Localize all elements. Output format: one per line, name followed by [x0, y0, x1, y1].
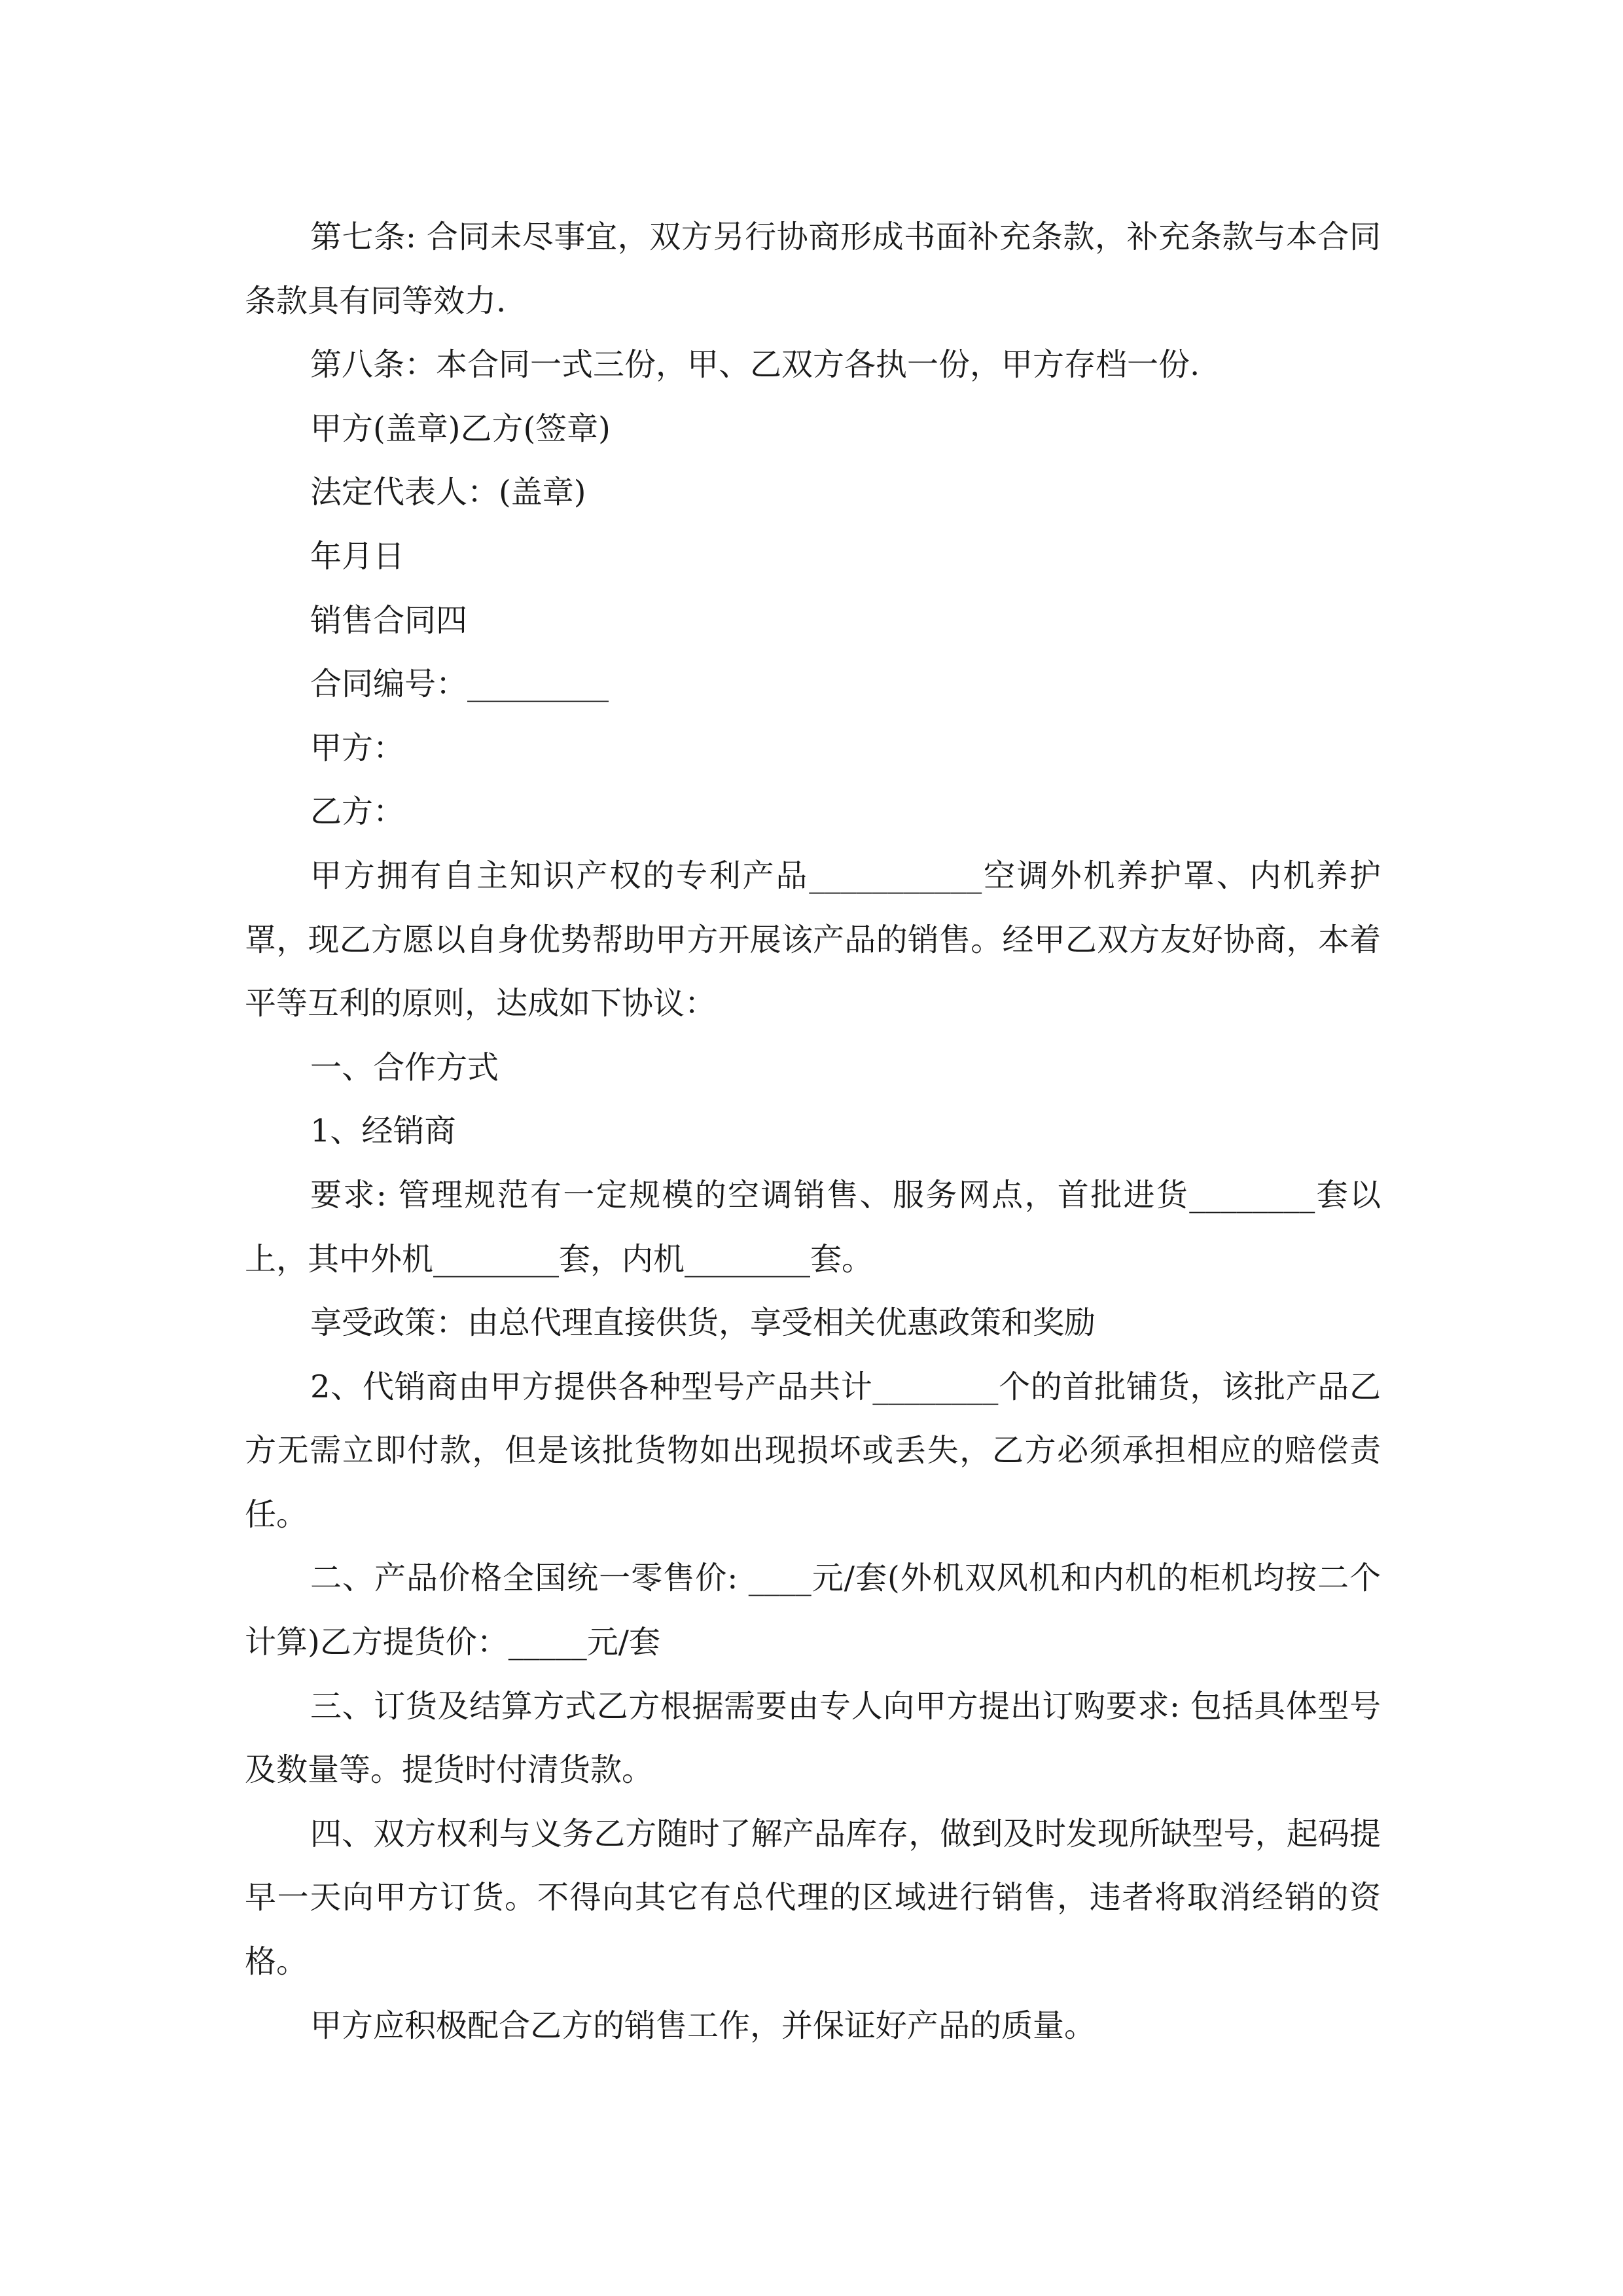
contract-title: 销售合同四: [310, 601, 468, 639]
section-rights: 四、双方权利与义务乙方随时了解产品库存，做到及时发现所缺型号，起码提早一天向甲方订货。不得向其它有总代理的区域进行销售，违者将取消经销的资格。: [245, 1815, 1381, 1981]
subsection-distributor: 1、经销商: [310, 1113, 456, 1150]
preamble: 甲方拥有自主知识产权的专利产品___________空调外机养护罩、内机养护罩，现乙方愿以自身优势帮助甲方开展该产品的销售。经甲乙双方友好协商，本着平等互利的原则，达成如下协议：: [245, 857, 1381, 1022]
distributor-policy: 享受政策：由总代理直接供货，享受相关优惠政策和奖励: [310, 1304, 1096, 1342]
party-b: 乙方：: [310, 793, 405, 831]
legal-representative: 法定代表人：(盖章): [310, 474, 586, 511]
clause-eight: 第八条：本合同一式三份，甲、乙双方各执一份，甲方存档一份.: [310, 346, 1200, 384]
document-body: [245, 206, 1381, 2058]
section-ordering: 三、订货及结算方式乙方根据需要由专人向甲方提出订购要求: 包括具体型号及数量等。提货时付清货款。: [245, 1687, 1381, 1789]
consignment-dealer: 2、代销商由甲方提供各种型号产品共计________个的首批铺货，该批产品乙方无需立即付款，但是该批货物如出现损坏或丢失，乙方必须承担相应的赔偿责任。: [245, 1368, 1381, 1533]
party-a: 甲方：: [310, 729, 405, 766]
section-cooperation-heading: 一、合作方式: [310, 1049, 499, 1086]
distributor-requirements: 要求: 管理规范有一定规模的空调销售、服务网点，首批进货________套以上，其中外机________套，内机________套。: [245, 1176, 1381, 1278]
date-line: 年月日: [310, 537, 405, 575]
party-a-obligation: 甲方应积极配合乙方的销售工作，并保证好产品的质量。: [310, 2007, 1096, 2044]
signature-parties: 甲方(盖章)乙方(签章): [310, 410, 611, 447]
section-pricing: 二、产品价格全国统一零售价: ____元/套(外机双风机和内机的柜机均按二个计算)乙方提货价：_____元/套: [245, 1560, 1381, 1661]
clause-seven: 第七条: 合同未尽事宜，双方另行协商形成书面补充条款，补充条款与本合同条款具有同等效力.: [245, 219, 1381, 319]
contract-number: 合同编号：_________: [310, 666, 609, 703]
